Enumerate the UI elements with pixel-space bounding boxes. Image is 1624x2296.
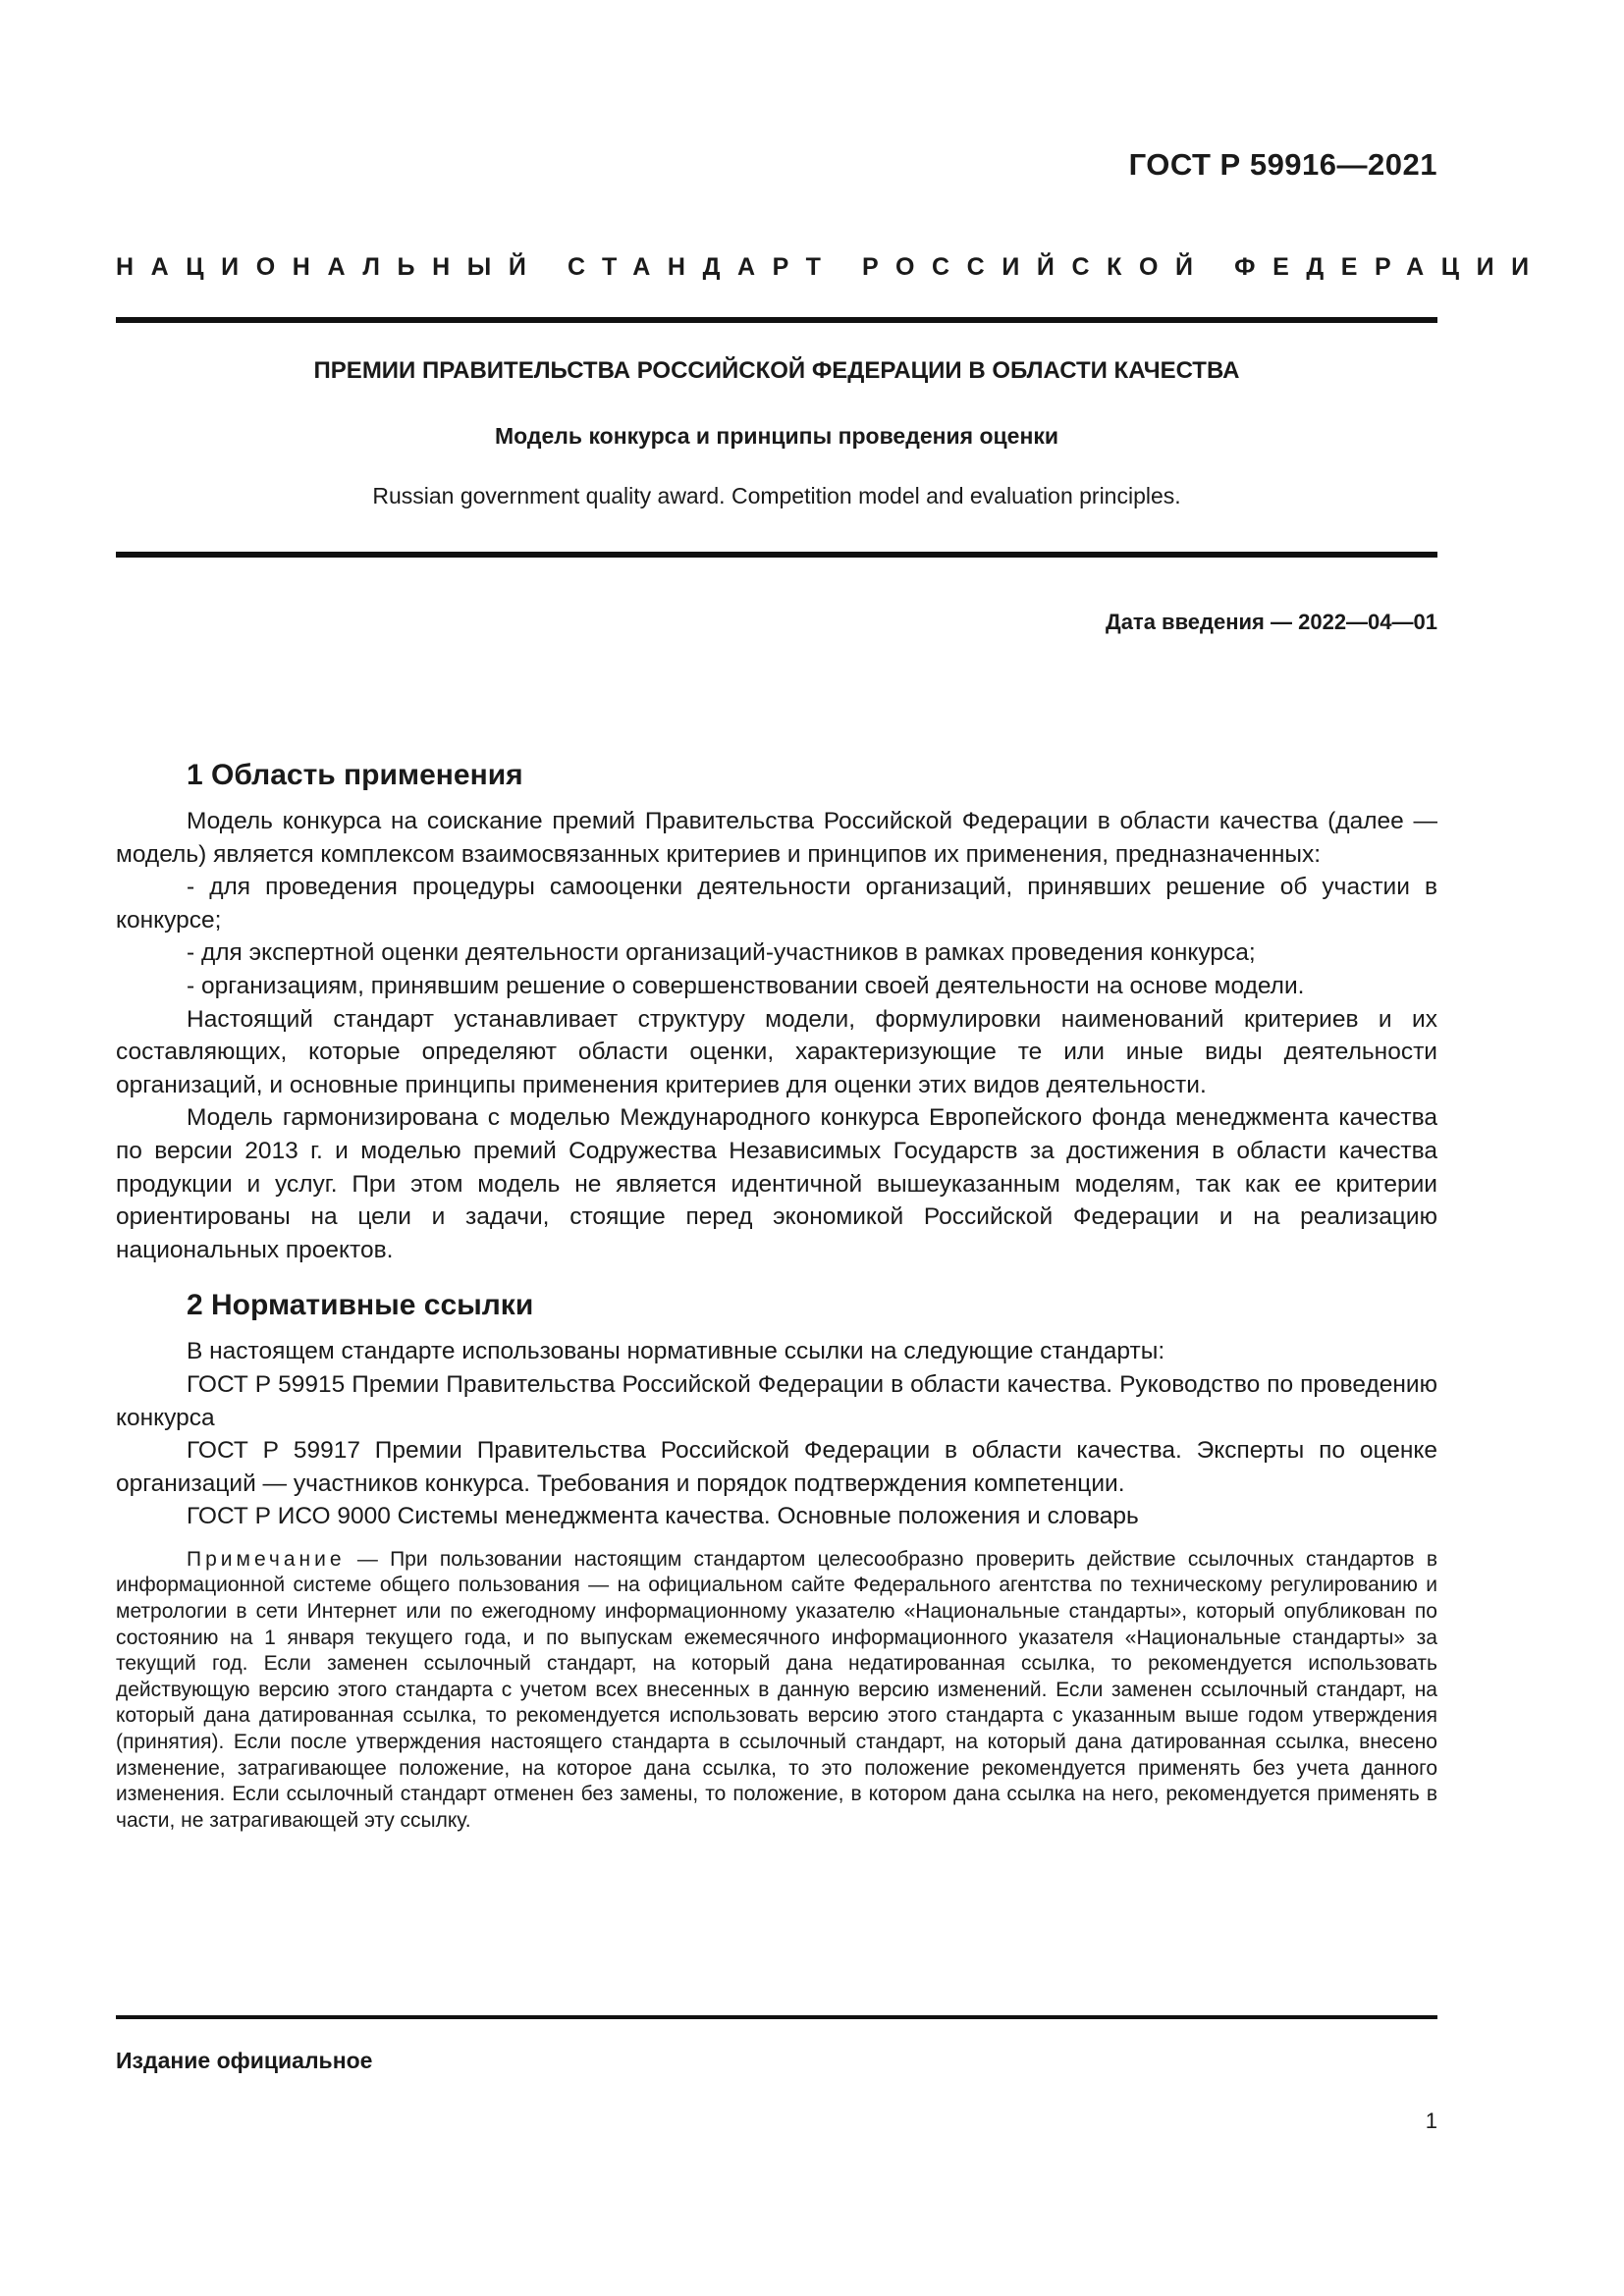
note-paragraph bbox=[116, 1547, 1437, 1835]
paragraph: Модель гармонизирована с моделью Международного конкурса Европейского фонда менеджмента качества по версии 2013 г. и моделью премий Содружества Независимых Государств за достижения в области качества продукции и услуг. При этом модель не является идентичной вышеуказанным моделям, так как ее критерии ориентированы на цели и задачи, стоящие перед экономикой Российской Федерации и на реализацию национальных проектов. bbox=[116, 1104, 1437, 1263]
reference-item: ГОСТ Р 59915 Премии Правительства Российской Федерации в области качества. Руководство по проведению конкурса bbox=[116, 1370, 1437, 1431]
introduction-date: Дата введения — 2022—04—01 bbox=[1106, 610, 1437, 634]
list-item: - для проведения процедуры самооценки деятельности организаций, принявших решение об участии в конкурсе; bbox=[116, 874, 1437, 934]
reference-item: ГОСТ Р 59917 Премии Правительства Российской Федерации в области качества. Эксперты по оценке организаций — участников конкурса. Требования и порядок подтверждения компетенции. bbox=[116, 1437, 1437, 1497]
standard-designation: ГОСТ Р 59916—2021 bbox=[1128, 147, 1437, 182]
document-body bbox=[116, 756, 1437, 1834]
note-label: Примечание bbox=[187, 1547, 346, 1571]
section-heading-scope: 1 Область применения bbox=[187, 759, 523, 791]
section-heading-normative-references: 2 Нормативные ссылки bbox=[187, 1289, 534, 1322]
reference-item: ГОСТ Р ИСО 9000 Системы менеджмента качества. Основные положения и словарь bbox=[187, 1503, 1139, 1530]
page-number: 1 bbox=[1425, 2109, 1437, 2133]
document-subtitle: Модель конкурса и принципы проведения оценки bbox=[495, 423, 1058, 449]
top-divider bbox=[116, 317, 1437, 323]
paragraph: В настоящем стандарте использованы нормативные ссылки на следующие стандарты: bbox=[187, 1338, 1165, 1365]
footer-divider bbox=[116, 2015, 1437, 2019]
list-item: - организациям, принявшим решение о совершенствовании своей деятельности на основе модели. bbox=[187, 972, 1305, 999]
list-item: - для экспертной оценки деятельности организаций-участников в рамках проведения конкурса; bbox=[187, 939, 1256, 967]
note-text: — При пользовании настоящим стандартом целесообразно проверить действие ссылочных стандартов в информационной системе общего пользования — на официальном сайте Федерального агентства по техническому регулированию и метрологии в сети Интернет или по ежегодному информационному указателю «Национальные стандарты», который опубликован по состоянию на 1 января текущего года, и по выпускам ежемесячного информационного указателя «Национальные стандарты» за текущий год. Если заменен ссылочный стандарт, на который дана недатированная ссылка, то рекомендуется использовать действующую версию этого стандарта с учетом всех внесенных в данную версию изменений. Если заменен ссылочный стандарт, на который дана датированная ссылка, то рекомендуется использовать версию этого стандарта с указанным выше годом утверждения (принятия). Если после утверждения настоящего стандарта в ссылочный стандарт, на который дана датированная ссылка, внесено изменение, затрагивающее положение, на которое дана ссылка, то это положение рекомендуется применять без учета данного изменения. Если ссылочный стандарт отменен без замены, то положение, в котором дана ссылка на него, рекомендуется применять в части, не затрагивающей эту ссылку. bbox=[116, 1547, 1437, 1832]
paragraph: Модель конкурса на соискание премий Правительства Российской Федерации в области качества (далее — модель) является комплексом взаимосвязанных критериев и принципов их применения, предназначенных: bbox=[116, 808, 1437, 868]
official-edition-label: Издание официальное bbox=[116, 2048, 373, 2073]
note-block bbox=[116, 1547, 1437, 1835]
paragraph: Настоящий стандарт устанавливает структуру модели, формулировки наименований критериев и их составляющих, которые определяют области оценки, характеризующие те или иные виды деятельности организаций, и основные принципы применения критериев для оценки этих видов деятельности. bbox=[116, 1005, 1437, 1098]
document-title: ПРЕМИИ ПРАВИТЕЛЬСТВА РОССИЙСКОЙ ФЕДЕРАЦИИ В ОБЛАСТИ КАЧЕСТВА bbox=[313, 357, 1240, 384]
national-standard-banner: НАЦИОНАЛЬНЫЙ СТАНДАРТ РОССИЙСКОЙ ФЕДЕРАЦИИ bbox=[116, 253, 1546, 281]
title-divider bbox=[116, 552, 1437, 558]
english-title: Russian government quality award. Competition model and evaluation principles. bbox=[372, 483, 1181, 508]
